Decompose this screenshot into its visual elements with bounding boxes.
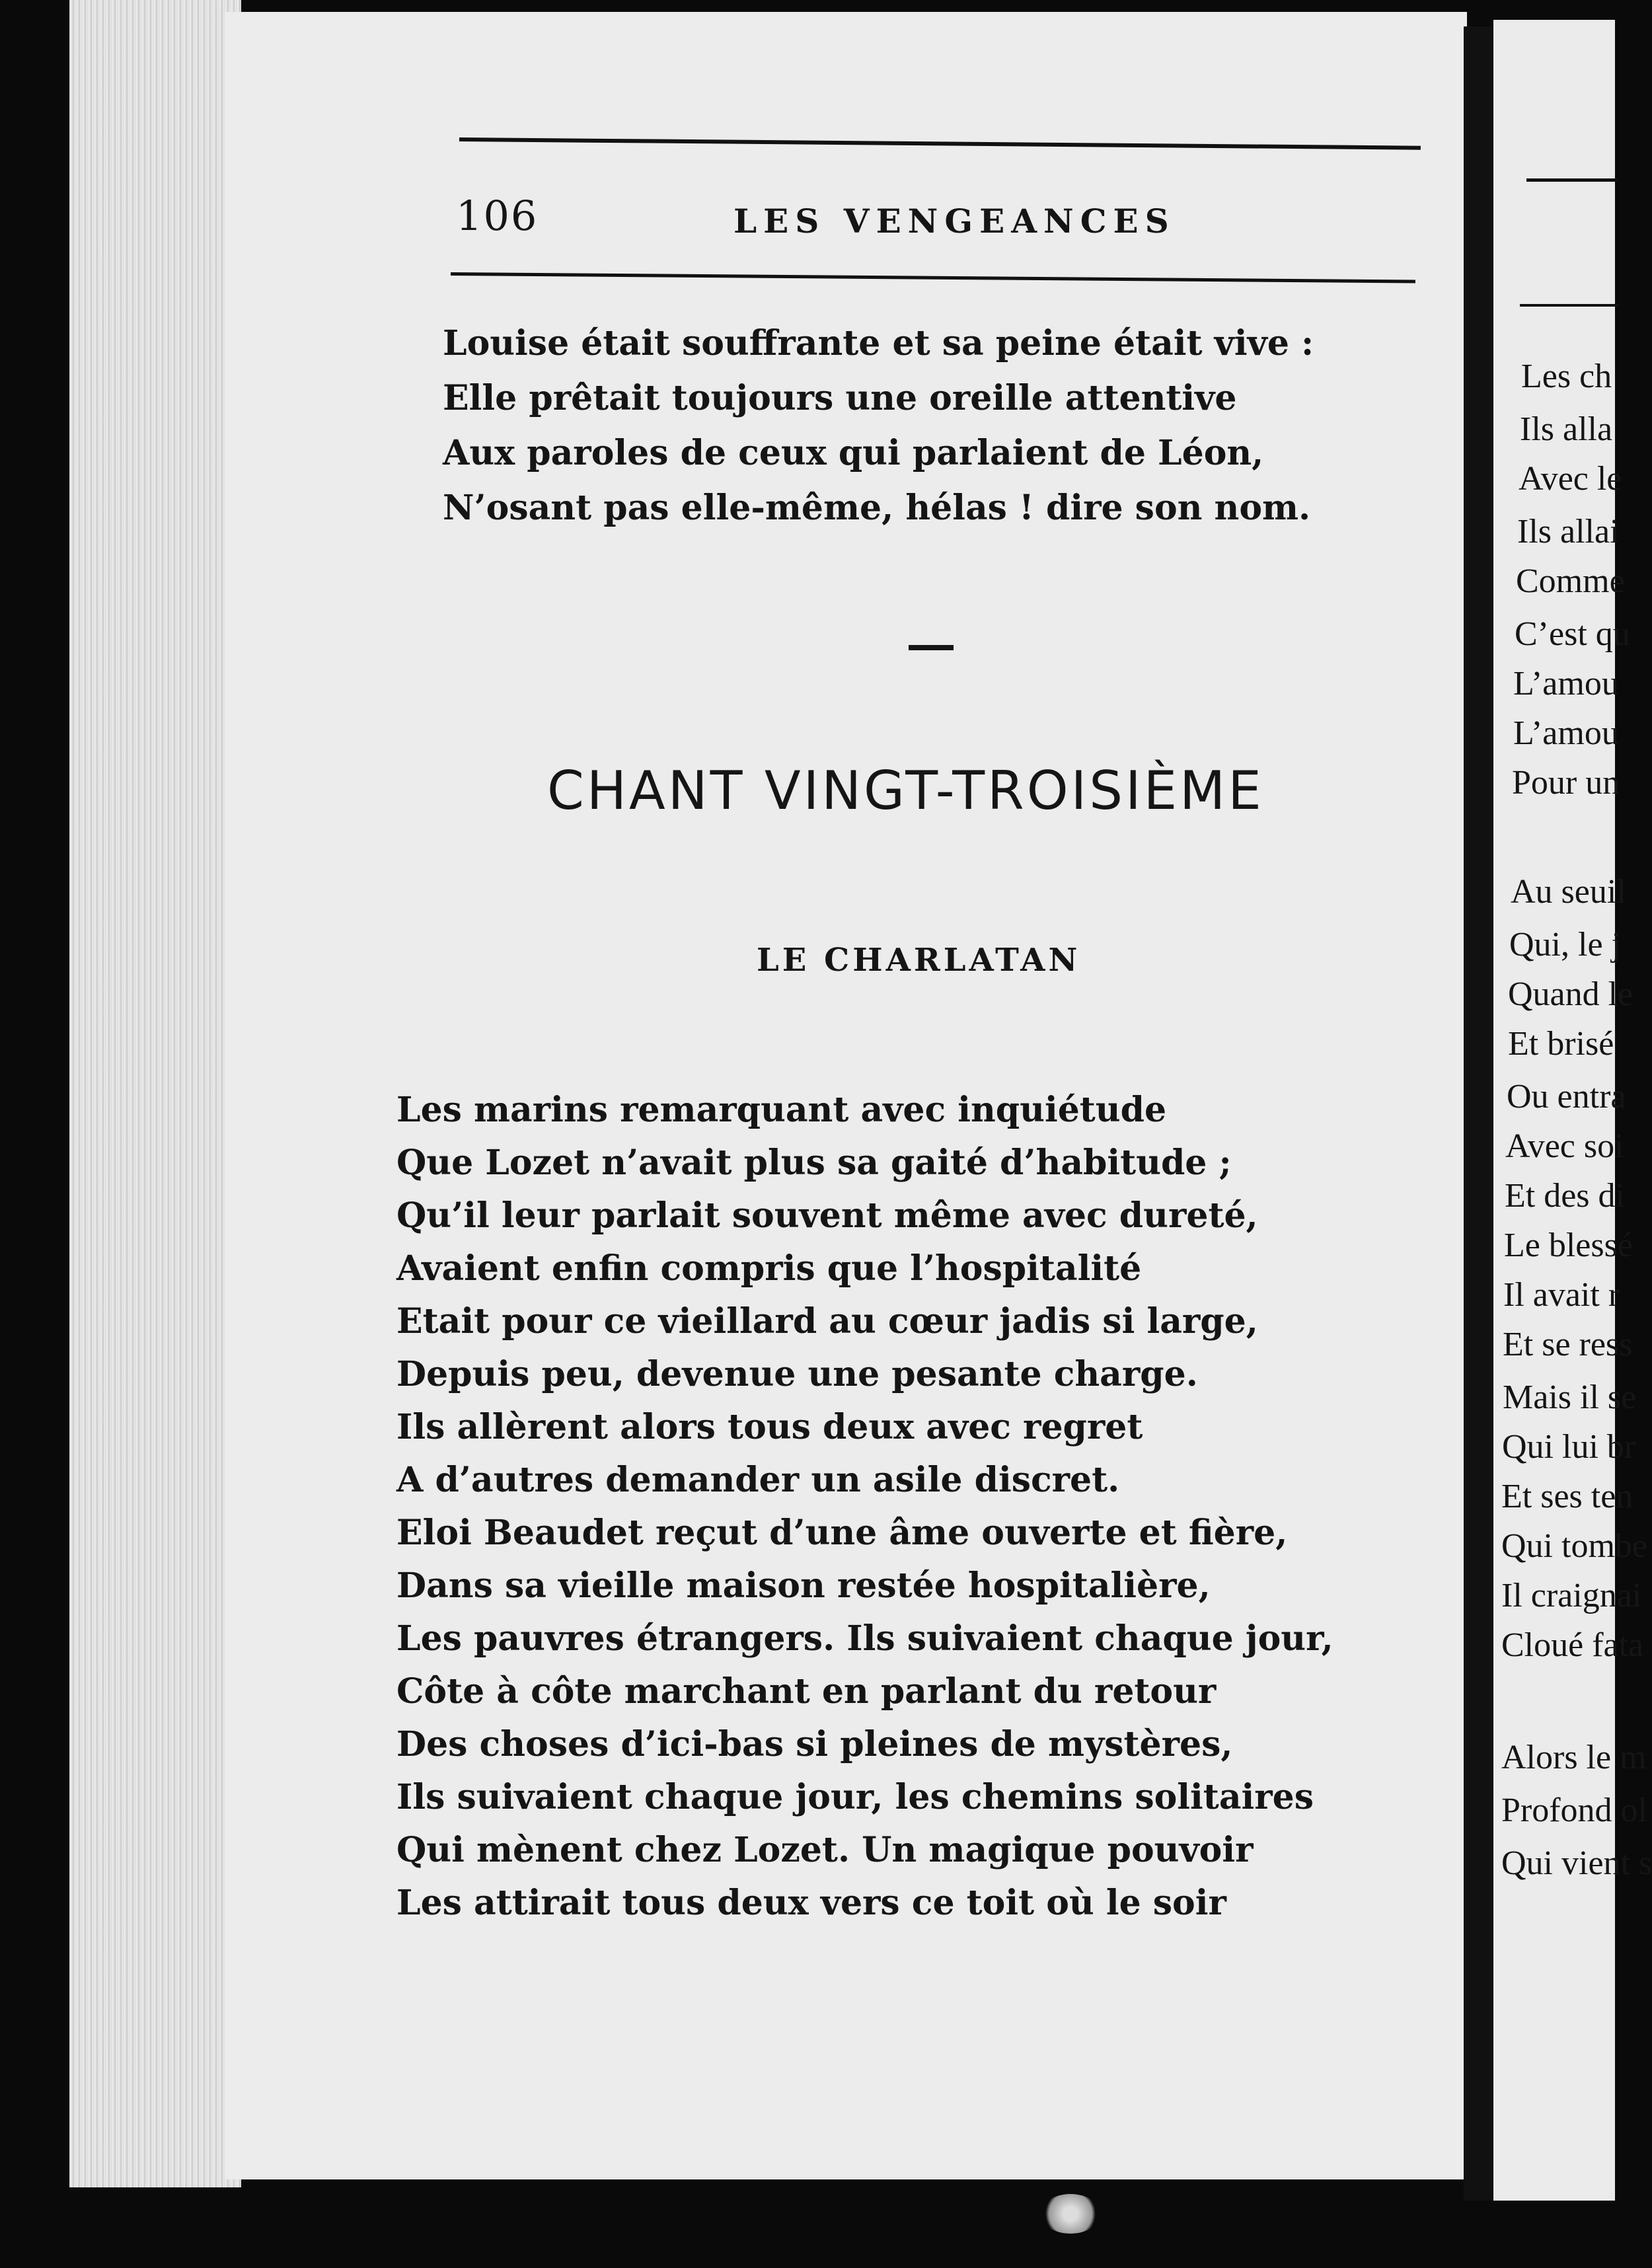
verse-line: A d’autres demander un asile discret. xyxy=(396,1460,1120,1500)
page-stack-edges xyxy=(69,0,241,2187)
right-line: Mais il se xyxy=(1503,1379,1637,1416)
right-line: Qui vient s xyxy=(1501,1844,1652,1882)
verse-line: Ils allèrent alors tous deux avec regret xyxy=(396,1407,1143,1447)
right-line: Pour un xyxy=(1512,764,1620,802)
right-line: Ils alla xyxy=(1520,410,1613,448)
right-line: Cloué fata xyxy=(1501,1626,1644,1664)
right-line: Profond ol xyxy=(1501,1792,1647,1829)
verse-line: Dans sa vieille maison restée hospitalière, xyxy=(396,1566,1211,1606)
right-line: C’est qu xyxy=(1515,615,1630,653)
verse-line: Des choses d’ici-bas si pleines de mystères, xyxy=(396,1724,1233,1764)
right-header-bottom-rule xyxy=(1520,304,1619,307)
verse-line: Louise était souffrante et sa peine était vive : xyxy=(443,323,1314,363)
verse-line: Les marins remarquant avec inquiétude xyxy=(396,1090,1167,1130)
right-line: L’amou xyxy=(1513,665,1619,702)
verse-line: Etait pour ce vieillard au cœur jadis si large, xyxy=(396,1301,1258,1342)
verse-line: Qu’il leur parlait souvent même avec dureté, xyxy=(396,1195,1258,1236)
verse-line: Les attirait tous deux vers ce toit où le soir xyxy=(396,1883,1226,1923)
page-number: 106 xyxy=(456,192,539,240)
section-break-dash xyxy=(909,645,954,650)
paper-smudge xyxy=(1041,2194,1100,2234)
stanza-top xyxy=(443,316,1314,535)
right-line: Alors le m xyxy=(1501,1739,1647,1776)
chant-title: CHANT VINGT-TROISIÈME xyxy=(547,760,1264,821)
right-line: Et brisé xyxy=(1508,1025,1614,1063)
verse-line: Qui mènent chez Lozet. Un magique pouvoir xyxy=(396,1830,1254,1870)
right-line: Au seuil xyxy=(1511,873,1626,911)
right-line: Le blessé xyxy=(1504,1227,1633,1264)
verse-line: Que Lozet n’avait plus sa gaité d’habitude ; xyxy=(396,1143,1232,1183)
right-line: Ils allai xyxy=(1517,513,1620,550)
right-line: Il craignai xyxy=(1501,1577,1642,1614)
right-page-partial xyxy=(1493,20,1652,2201)
right-header-top-rule xyxy=(1526,178,1619,182)
right-line: Et ses ten xyxy=(1501,1478,1633,1515)
right-line: Comme xyxy=(1516,562,1625,600)
right-line: Il avait r xyxy=(1503,1276,1620,1314)
right-line: Avec le xyxy=(1519,460,1622,498)
running-head xyxy=(456,192,1421,245)
verse-line: Eloi Beaudet reçut d’une âme ouverte et fière, xyxy=(396,1513,1288,1553)
verse-line: Elle prêtait toujours une oreille attentive xyxy=(443,378,1237,418)
right-line: L’amou xyxy=(1513,714,1619,752)
verse-line: Depuis peu, devenue une pesante charge. xyxy=(396,1354,1198,1394)
right-line: Qui, le j xyxy=(1509,926,1621,964)
right-line: Quand le xyxy=(1508,975,1633,1013)
stanza-main xyxy=(396,1084,1333,1930)
right-line: Qui tombe xyxy=(1501,1527,1647,1565)
verse-line: Avaient enfin compris que l’hospitalité xyxy=(396,1248,1142,1289)
section-title: LE CHARLATAN xyxy=(757,942,1081,979)
right-line: Ou entra xyxy=(1507,1078,1626,1115)
right-line: Qui lui br xyxy=(1502,1428,1636,1466)
verse-line: Les pauvres étrangers. Ils suivaient chaque jour, xyxy=(396,1618,1333,1659)
verse-line: Ils suivaient chaque jour, les chemins solitaires xyxy=(396,1777,1314,1817)
verse-line: Aux paroles de ceux qui parlaient de Léon, xyxy=(443,433,1264,473)
right-line: Et des di xyxy=(1505,1177,1625,1215)
right-line: Et se ress xyxy=(1503,1326,1633,1363)
running-title: LES VENGEANCES xyxy=(733,202,1176,241)
right-line: Les ch xyxy=(1521,358,1612,395)
book-gutter xyxy=(1464,26,1493,2201)
right-line: Avec soi xyxy=(1505,1127,1624,1165)
verse-line: N’osant pas elle-même, hélas ! dire son nom. xyxy=(443,488,1311,528)
verse-line: Côte à côte marchant en parlant du retour xyxy=(396,1671,1217,1712)
